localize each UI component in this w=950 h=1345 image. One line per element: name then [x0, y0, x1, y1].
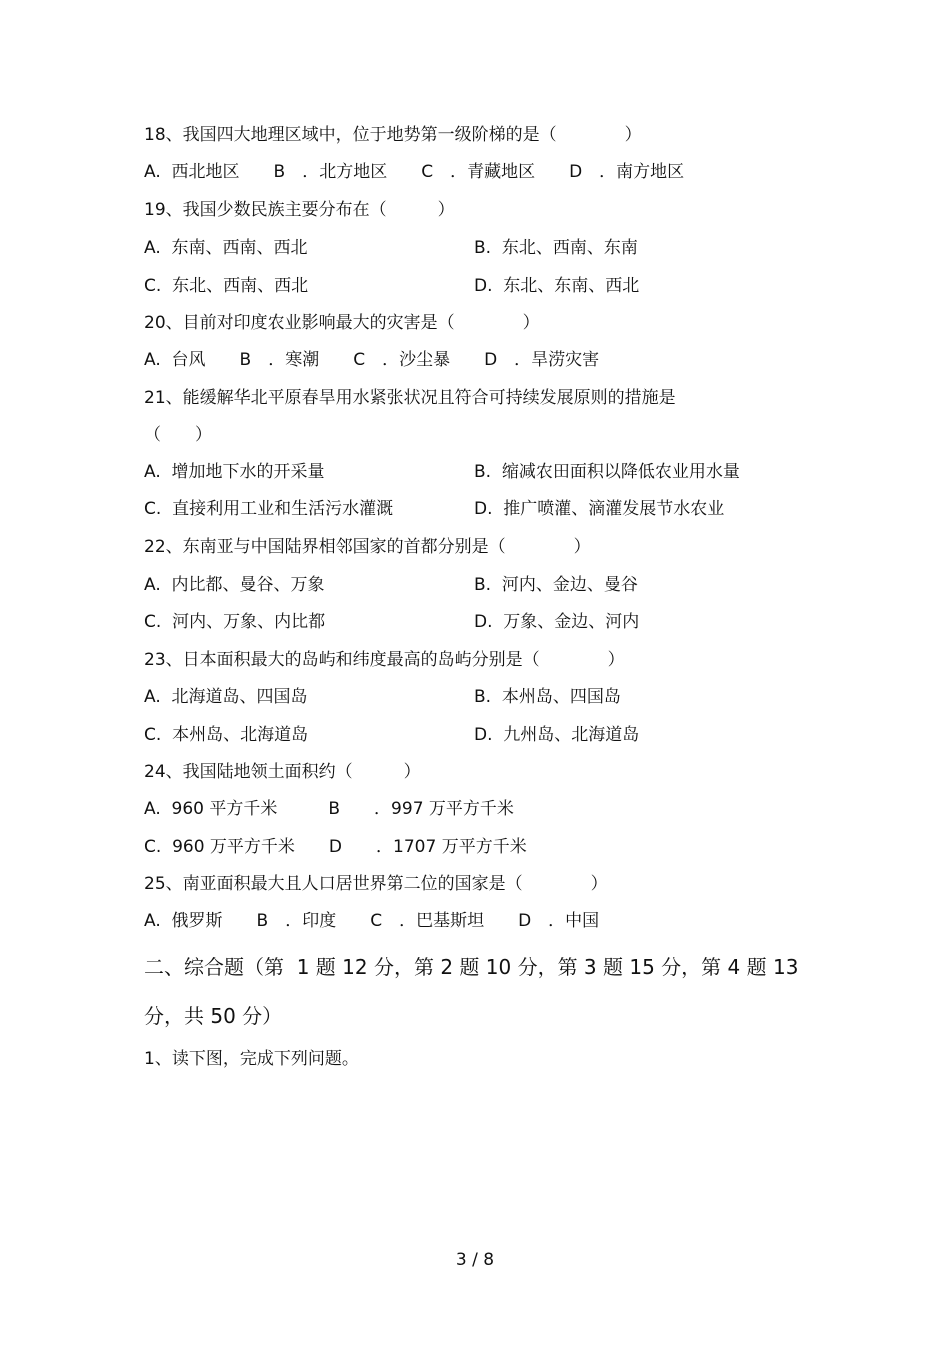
question-21-option-a: A. 增加地下水的开采量: [144, 462, 325, 482]
question-19-stem: 19、我国少数民族主要分布在（ ）: [144, 200, 455, 220]
question-22-option-b: B. 河内、金边、曼谷: [474, 575, 638, 595]
question-21-option-b: B. 缩减农田面积以降低农业用水量: [474, 462, 740, 482]
question-19-option-c: C. 东北、西南、西北: [144, 276, 309, 296]
question-18-stem: 18、我国四大地理区域中，位于地势第一级阶梯的是（ ）: [144, 125, 642, 145]
question-22-option-c: C. 河内、万象、内比都: [144, 612, 326, 632]
section-2-heading-continued: 分，共 50 分）: [144, 1004, 283, 1028]
section-2-question-1: 1、读下图，完成下列问题。: [144, 1049, 359, 1069]
question-19-option-d: D. 东北、东南、西北: [474, 276, 640, 296]
question-21-stem-continued: （ ）: [144, 425, 212, 445]
question-19-option-b: B. 东北、西南、东南: [474, 238, 638, 258]
section-2-heading: 二、综合题（第 1 题 12 分，第 2 题 10 分，第 3 题 15 分，第 4 题 13: [144, 955, 799, 979]
question-22-option-d: D. 万象、金边、河内: [474, 612, 640, 632]
question-22-stem: 22、东南亚与中国陆界相邻国家的首都分别是（ ）: [144, 537, 591, 557]
question-23-option-c: C. 本州岛、北海道岛: [144, 725, 309, 745]
question-21-option-c: C. 直接利用工业和生活污水灌溉: [144, 499, 394, 519]
question-22-option-a: A. 内比都、曼谷、万象: [144, 575, 325, 595]
question-24-options-row-2: C. 960 万平方千米 D ．1707 万平方千米: [144, 837, 527, 857]
question-18-options: A. 西北地区 B ．北方地区 C ．青藏地区 D ．南方地区: [144, 162, 685, 182]
question-23-option-a: A. 北海道岛、四国岛: [144, 687, 308, 707]
question-21-option-d: D. 推广喷灌、滴灌发展节水农业: [474, 499, 725, 519]
question-19-option-a: A. 东南、西南、西北: [144, 238, 308, 258]
question-21-stem: 21、能缓解华北平原春旱用水紧张状况且符合可持续发展原则的措施是: [144, 388, 676, 408]
question-23-option-d: D. 九州岛、北海道岛: [474, 725, 640, 745]
page-number: 3 / 8: [455, 1250, 495, 1270]
question-23-option-b: B. 本州岛、四国岛: [474, 687, 621, 707]
question-23-stem: 23、日本面积最大的岛屿和纬度最高的岛屿分别是（ ）: [144, 650, 625, 670]
question-20-options: A. 台风 B ．寒潮 C ．沙尘暴 D ．旱涝灾害: [144, 350, 600, 370]
question-24-stem: 24、我国陆地领土面积约（ ）: [144, 762, 421, 782]
question-20-stem: 20、目前对印度农业影响最大的灾害是（ ）: [144, 313, 540, 333]
question-25-stem: 25、南亚面积最大且人口居世界第二位的国家是（ ）: [144, 874, 608, 894]
question-25-options: A. 俄罗斯 B ．印度 C ．巴基斯坦 D ．中国: [144, 911, 600, 931]
question-24-options-row-1: A. 960 平方千米 B ．997 万平方千米: [144, 799, 514, 819]
